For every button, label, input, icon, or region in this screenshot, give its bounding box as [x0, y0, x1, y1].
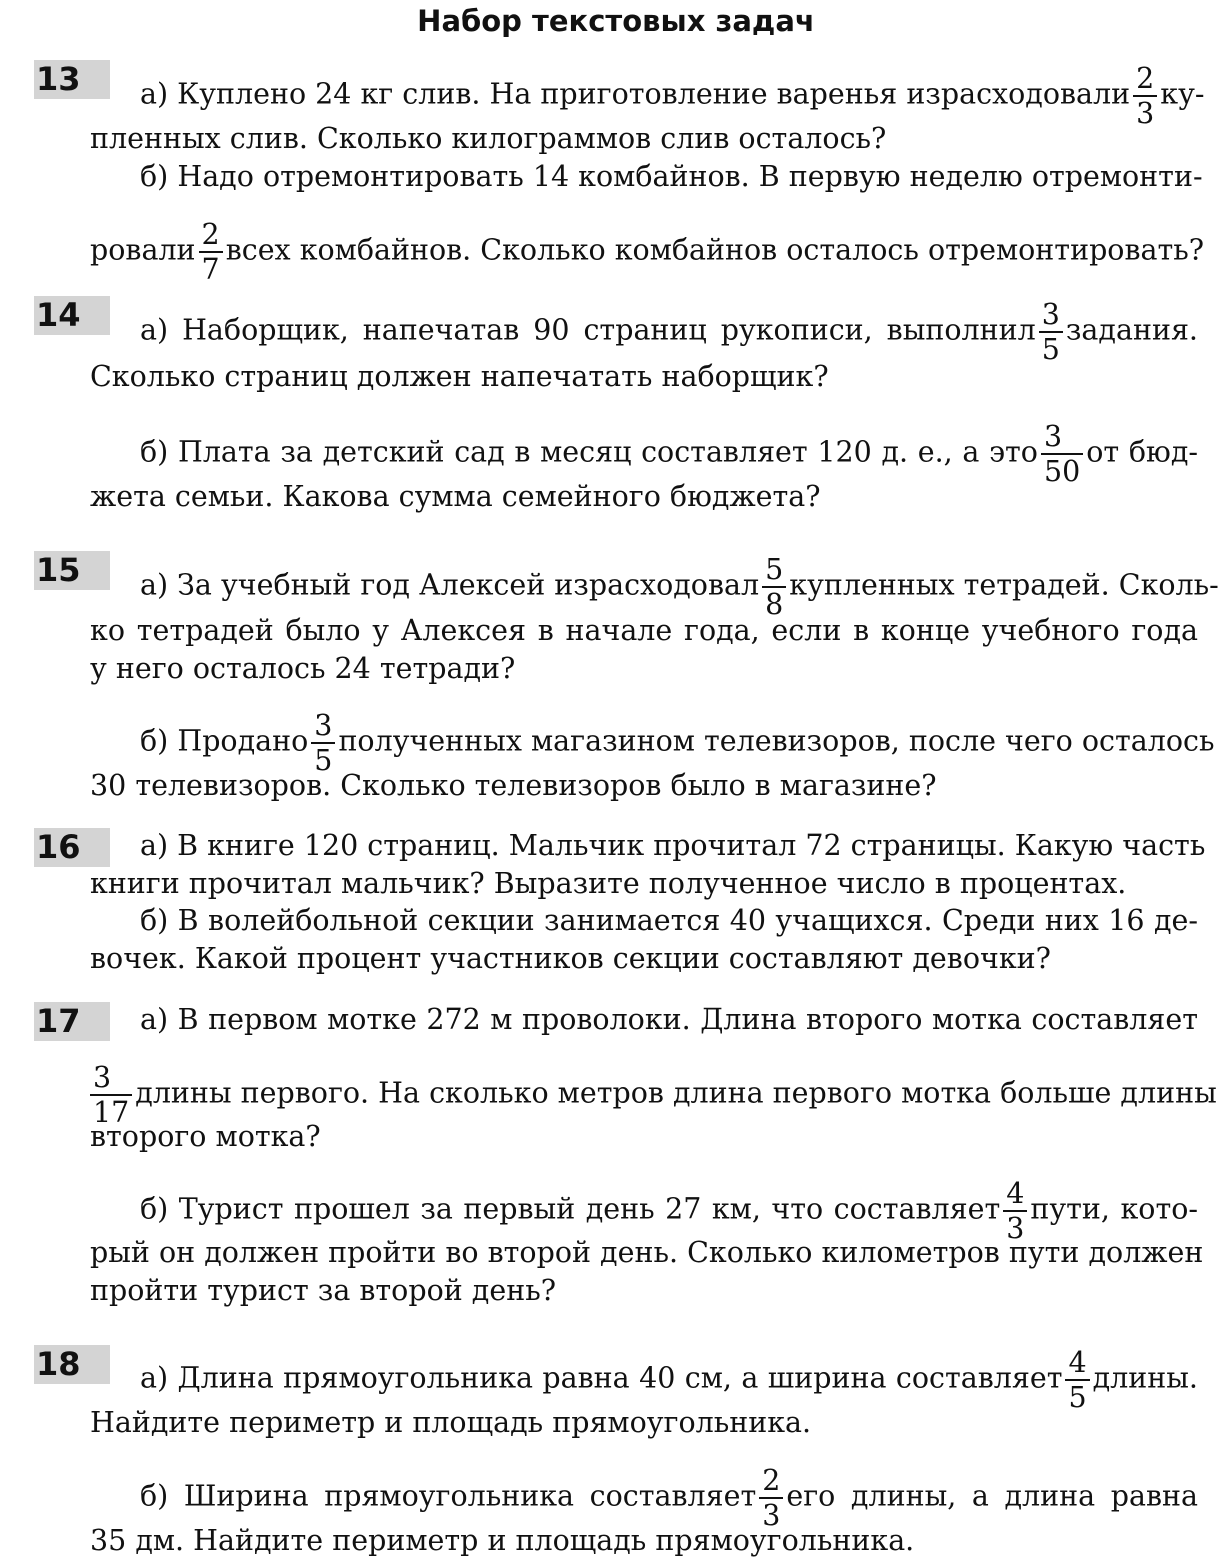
- problem-18a-line-1: [140, 1346, 1198, 1414]
- fraction-denominator: 17: [93, 1096, 130, 1129]
- problem-17a-line-3: второго мотка?: [90, 1120, 321, 1153]
- fraction-denominator: 3: [762, 1499, 781, 1532]
- problem-16a-line-1: а) В книге 120 страниц. Мальчик прочитал 72 страницы. Какую часть: [140, 829, 1206, 862]
- fraction: [1041, 420, 1083, 488]
- fraction-denominator: 5: [314, 744, 333, 777]
- page-title: Набор текстовых задач: [417, 4, 815, 38]
- problem-number-badge: 14: [34, 296, 110, 335]
- fraction-numerator: 4: [1065, 1346, 1089, 1381]
- text-segment: купленных тетрадей. Сколь-: [789, 568, 1219, 602]
- problem-13a-line-1: [140, 62, 1205, 130]
- problem-18a-line-2: Найдите периметр и площадь прямоугольника.: [90, 1406, 812, 1439]
- text-segment: ровали: [90, 233, 196, 267]
- problem-17a-line-2: [90, 1061, 1217, 1129]
- fraction: [1039, 298, 1063, 366]
- problem-16a-line-2: книги прочитал мальчик? Выразите полученное число в процентах.: [90, 867, 1127, 900]
- text-segment: б) Плата за детский сад в месяц составляет 120 д. е., а это: [140, 435, 1038, 469]
- problem-16b-line-1: б) В волейбольной секции занимается 40 учащихся. Среди них 16 де-: [140, 904, 1198, 937]
- problem-17a-line-1: а) В первом мотке 272 м проволоки. Длина второго мотка составляет: [140, 1003, 1198, 1036]
- problem-13b-line-1: б) Надо отремонтировать 14 комбайнов. В первую неделю отремонти-: [140, 160, 1203, 193]
- text-segment: задания.: [1065, 313, 1198, 347]
- fraction: [1133, 62, 1157, 130]
- problem-18b-line-2: 35 дм. Найдите периметр и площадь прямоугольника.: [90, 1524, 915, 1557]
- problem-number-badge: 17: [34, 1002, 110, 1041]
- fraction-numerator: 3: [1039, 298, 1063, 333]
- text-segment: а) Длина прямоугольника равна 40 см, а ширина составляет: [140, 1361, 1063, 1395]
- fraction-numerator: 3: [90, 1061, 132, 1096]
- problem-number-badge: 15: [34, 551, 110, 590]
- problem-17b-line-1: [140, 1177, 1198, 1245]
- problem-18b-line-1: [140, 1464, 1198, 1532]
- problem-number-badge: 13: [34, 60, 110, 99]
- fraction: [199, 218, 223, 286]
- text-segment: б) Продано: [140, 724, 309, 758]
- text-segment: а) За учебный год Алексей израсходовал: [140, 568, 760, 602]
- fraction-numerator: 5: [762, 553, 786, 588]
- text-segment: его длины, а длина равна: [786, 1479, 1198, 1513]
- fraction-numerator: 2: [199, 218, 223, 253]
- problem-14a-line-2: Сколько страниц должен напечатать наборщик?: [90, 360, 829, 393]
- text-segment: пути, кото-: [1030, 1192, 1199, 1226]
- text-segment: всех комбайнов. Сколько комбайнов осталось отремонтировать?: [225, 233, 1205, 267]
- fraction: [1065, 1346, 1089, 1414]
- fraction-denominator: 5: [1068, 1381, 1087, 1414]
- text-segment: длины первого. На сколько метров длина первого мотка больше длины: [135, 1076, 1217, 1110]
- fraction-numerator: 3: [311, 709, 335, 744]
- problem-15b-line-1: [140, 709, 1215, 777]
- fraction-numerator: 4: [1003, 1177, 1027, 1212]
- fraction: [1003, 1177, 1027, 1245]
- fraction-denominator: 3: [1006, 1212, 1025, 1245]
- fraction-denominator: 50: [1043, 455, 1081, 488]
- fraction-denominator: 8: [765, 588, 784, 621]
- text-segment: полученных магазином телевизоров, после чего осталось: [338, 724, 1215, 758]
- problem-15b-line-2: 30 телевизоров. Сколько телевизоров было в магазине?: [90, 769, 937, 802]
- text-segment: от бюд-: [1086, 435, 1199, 469]
- problem-number-badge: 16: [34, 828, 110, 867]
- problem-14b-line-1: [140, 420, 1198, 488]
- problem-17b-line-3: пройти турист за второй день?: [90, 1274, 557, 1307]
- fraction: [90, 1061, 132, 1129]
- problem-15a-line-1: [140, 553, 1219, 621]
- problem-15a-line-3: у него осталось 24 тетради?: [90, 652, 516, 685]
- fraction-denominator: 5: [1041, 333, 1060, 366]
- text-segment: длины.: [1092, 1361, 1198, 1395]
- fraction-denominator: 7: [201, 253, 220, 286]
- text-segment: ку-: [1160, 77, 1205, 111]
- text-segment: а) Куплено 24 кг слив. На приготовление варенья израсходовали: [140, 77, 1131, 111]
- fraction-numerator: 2: [1133, 62, 1157, 97]
- problem-16b-line-2: вочек. Какой процент участников секции составляют девочки?: [90, 942, 1051, 975]
- text-segment: б) Ширина прямоугольника составляет: [140, 1479, 757, 1513]
- problem-13a-line-2: пленных слив. Сколько килограммов слив осталось?: [90, 122, 887, 155]
- text-segment: б) Турист прошел за первый день 27 км, что составляет: [140, 1192, 1001, 1226]
- problem-17b-line-2: рый он должен пройти во второй день. Сколько километров пути должен: [90, 1236, 1204, 1269]
- problem-15a-line-2: ко тетрадей было у Алексея в начале года, если в конце учебного года: [90, 614, 1198, 647]
- fraction-numerator: 2: [759, 1464, 783, 1499]
- problem-14a-line-1: [140, 298, 1198, 366]
- text-segment: а) Наборщик, напечатав 90 страниц рукописи, выполнил: [140, 313, 1036, 347]
- problem-number-badge: 18: [34, 1345, 110, 1384]
- fraction: [311, 709, 335, 777]
- fraction: [759, 1464, 783, 1532]
- fraction: [762, 553, 786, 621]
- problem-14b-line-2: жета семьи. Какова сумма семейного бюджета?: [90, 480, 821, 513]
- fraction-numerator: 3: [1041, 420, 1083, 455]
- fraction-denominator: 3: [1136, 97, 1155, 130]
- problem-13b-line-2: [90, 218, 1205, 286]
